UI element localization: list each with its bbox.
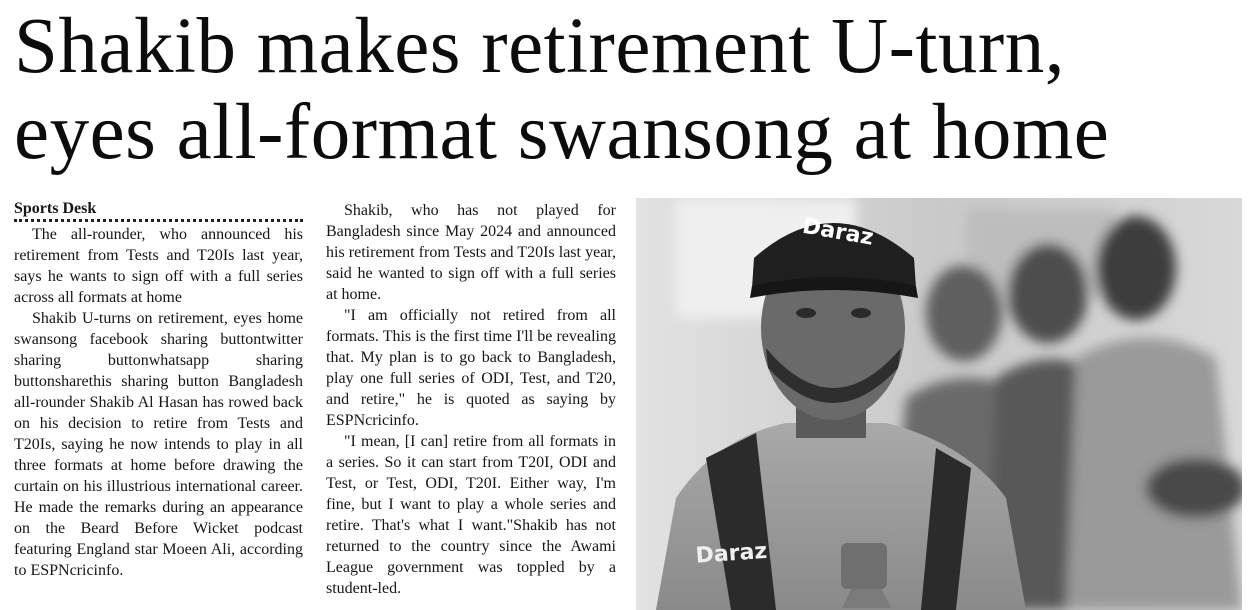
article-paragraph-2: Shakib, who has not played for Bangladesh since May 2024 and announced his retirement from Tests and T20Is last year, said he wanted to sign off with a full series at home. bbox=[326, 202, 616, 303]
article-quote-2: "I mean, [I can] retire from all formats in a series. So it can start from T20I, ODI and Test, or Test, ODI, T20I. Either way, I'm fine, but I want to play a whole series and retire. That's what I want."Shakib has not returned to the country since the Awami League government was toppled by a student-led. bbox=[326, 433, 616, 597]
article-photo bbox=[636, 198, 1242, 610]
headline bbox=[14, 4, 1244, 176]
headline-line-2: eyes all-format swansong at home bbox=[14, 89, 1110, 176]
article-column-1 bbox=[14, 200, 303, 581]
cap-logo-text: Daraz bbox=[800, 213, 876, 251]
player-photo-illustration bbox=[636, 198, 1242, 610]
article-paragraph-1: Shakib U-turns on retirement, eyes home swansong facebook sharing buttontwitter sharing buttonwhatsapp sharing buttonsharethis sharing button Bangladesh all-rounder Shakib Al Hasan has rowed back on his decision to retire from Tests and T20Is, saying he now intends to play in all three formats at home before drawing the curtain on his illustrious international career. He made the remarks during an appearance on the Beard Before Wicket podcast featuring England star Moeen Ali, according to ESPNcricinfo. bbox=[14, 310, 303, 579]
article-summary: The all-rounder, who announced his retirement from Tests and T20Is last year, says he wants to sign off with a full series across all formats at home bbox=[14, 226, 303, 306]
article-quote-1: "I am officially not retired from all formats. This is the first time I'll be revealing that. My plan is to go back to Bangladesh, play one full series of ODI, Test, and T20, and retire," he is quoted as saying by ESPNcricinfo. bbox=[326, 307, 616, 429]
byline: Sports Desk bbox=[14, 200, 303, 222]
shirt-logo-text: Daraz bbox=[694, 538, 768, 569]
headline-line-1: Shakib makes retirement U-turn, bbox=[14, 3, 1065, 90]
article-column-2 bbox=[326, 200, 616, 599]
